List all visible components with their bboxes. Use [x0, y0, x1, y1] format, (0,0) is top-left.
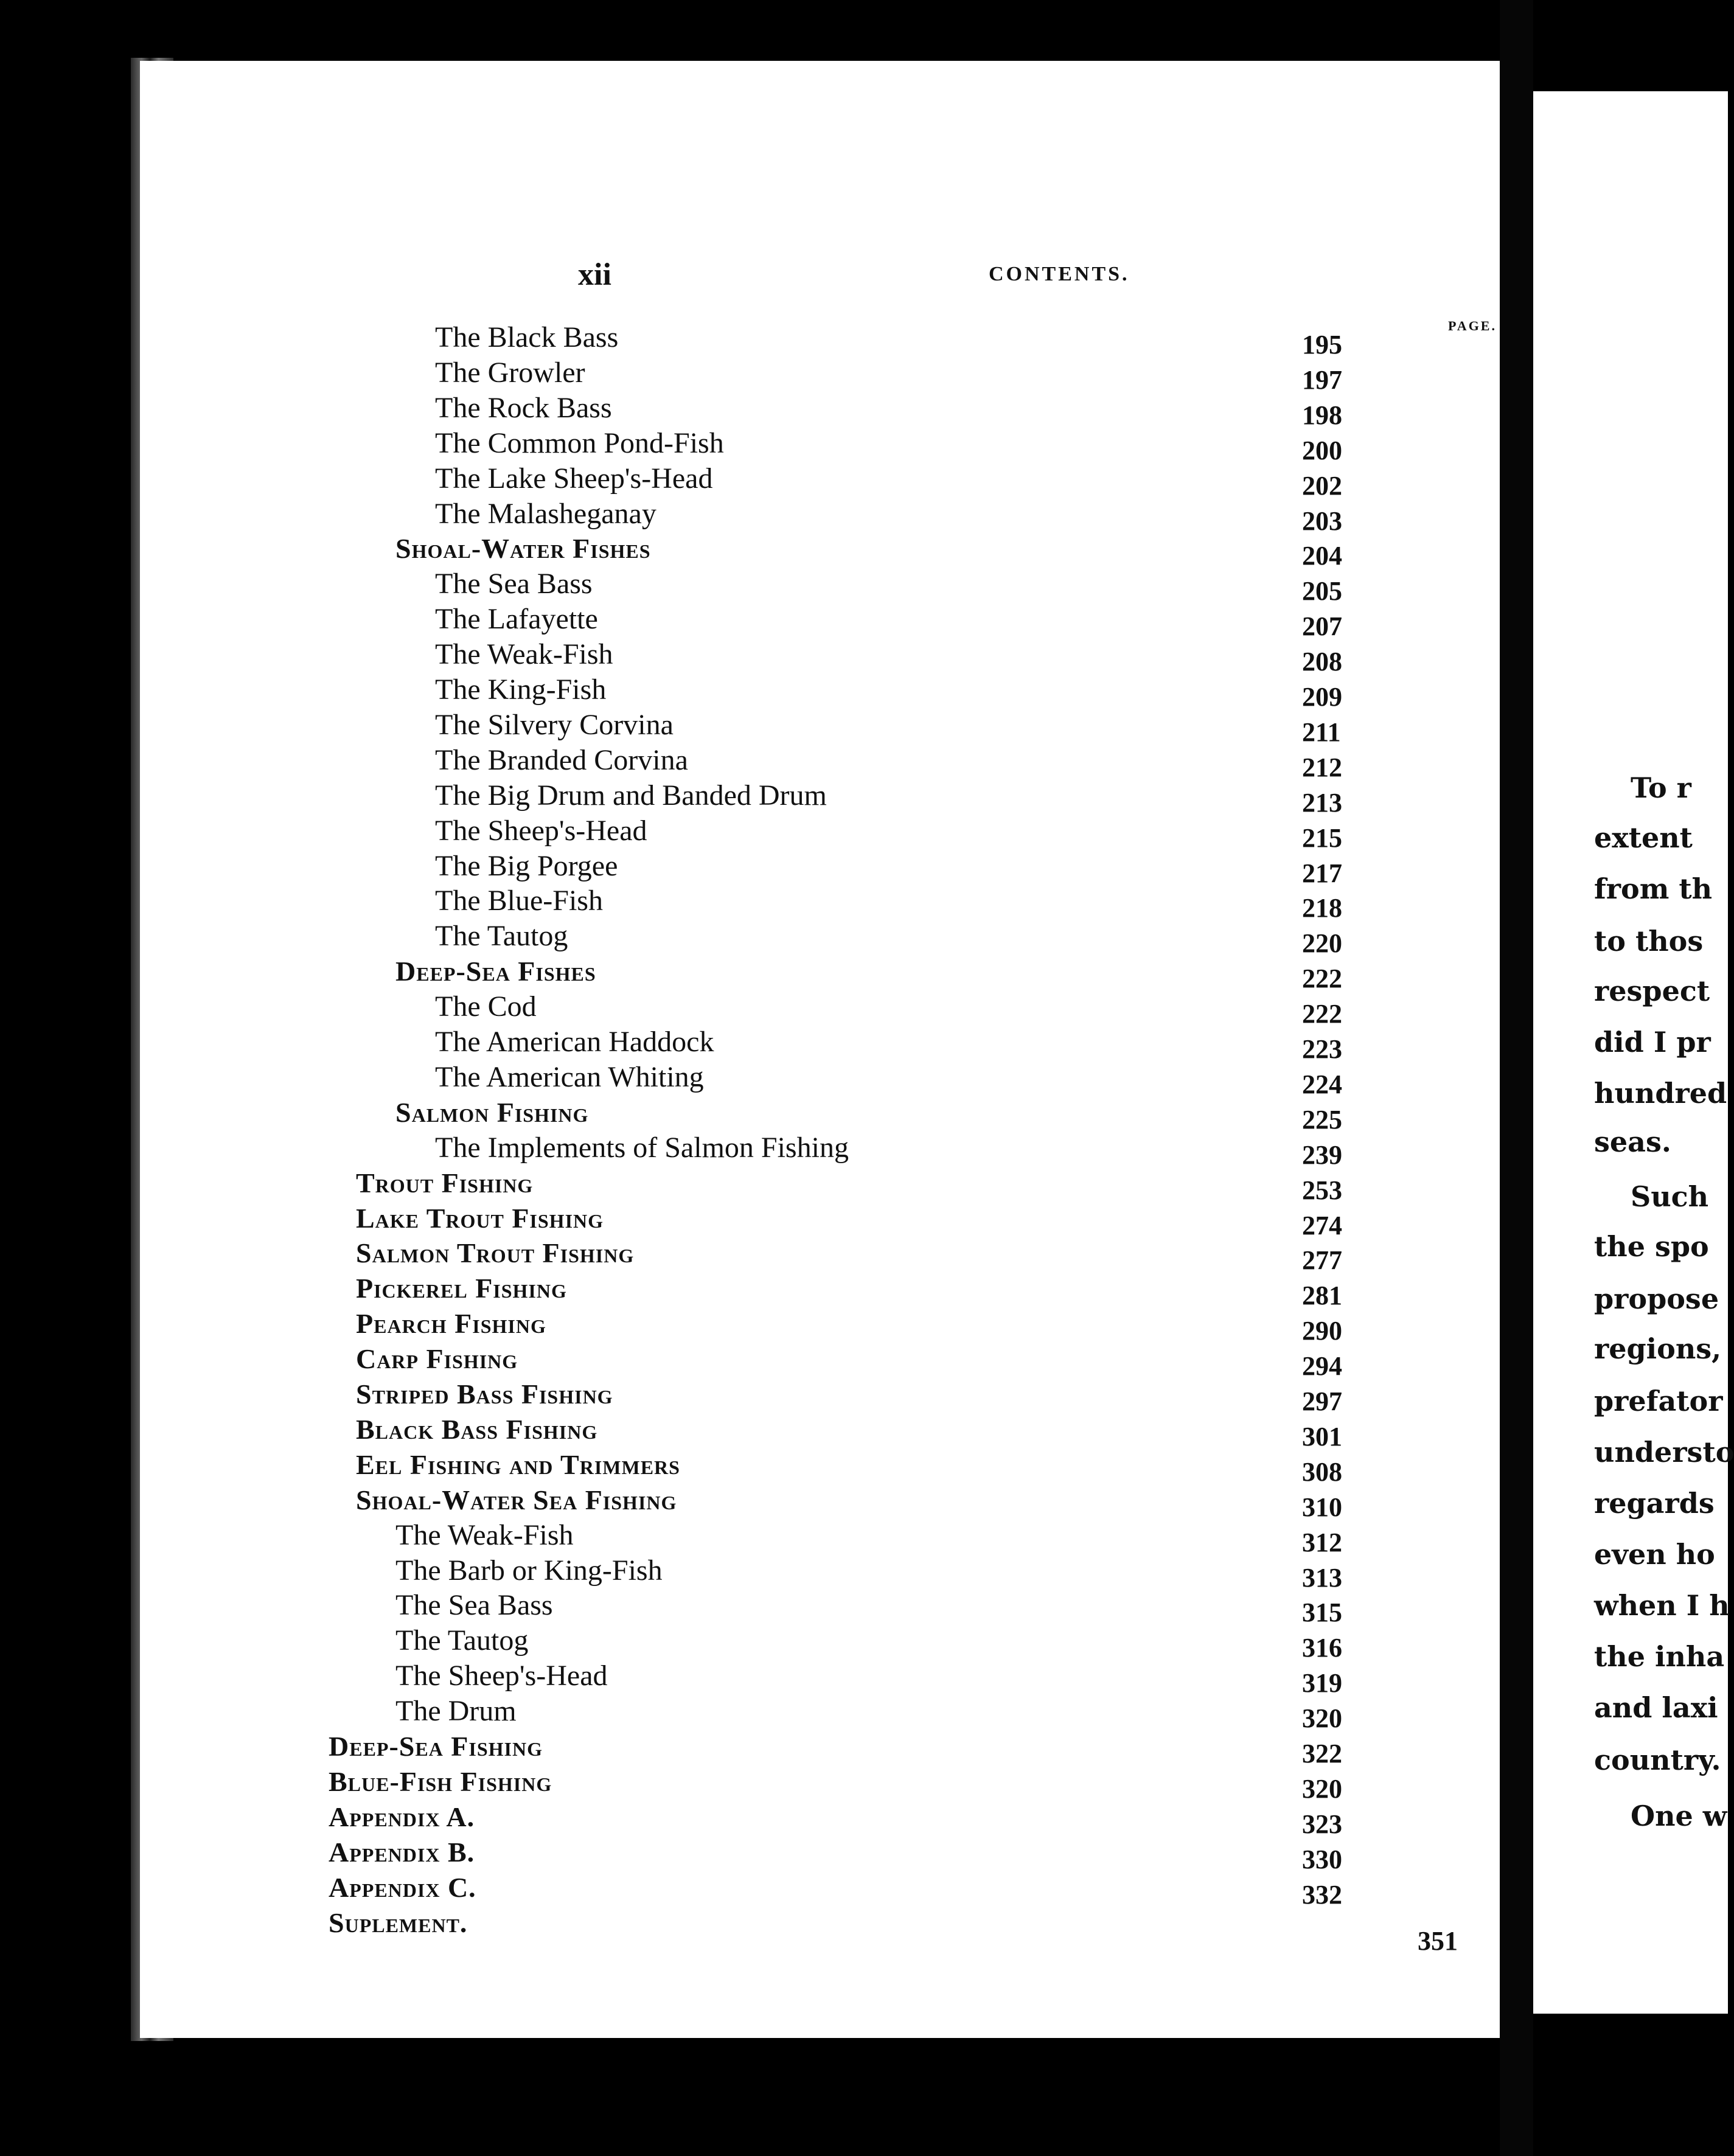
toc-entry-title: The Cod [435, 990, 537, 1023]
toc-entry-title: Salmon Fishing [395, 1096, 589, 1128]
toc-entry-page: 320 [1302, 1703, 1342, 1734]
toc-entry [140, 1130, 1500, 1170]
running-head [140, 257, 1500, 293]
toc-entry-page: 205 [1302, 576, 1342, 607]
facing-page-line: the spo [1594, 1230, 1709, 1263]
facing-page-line: prefator [1594, 1385, 1723, 1417]
toc-entry [140, 1271, 1500, 1311]
toc-entry [140, 1658, 1500, 1699]
toc-entry [140, 1518, 1500, 1557]
toc-entry-title: Trout Fishing [356, 1167, 534, 1198]
toc-entry [140, 1306, 1500, 1346]
dot-leader [719, 743, 1278, 778]
dot-leader [635, 883, 1278, 919]
toc-entry [140, 531, 1500, 571]
toc-entry-page: 330 [1302, 1844, 1342, 1874]
dot-leader [526, 1694, 1278, 1729]
trailing-page-number: 351 [1418, 1926, 1458, 1956]
dot-leader [638, 1658, 1278, 1694]
toc-entry [140, 672, 1500, 712]
toc-entry-page: 202 [1302, 470, 1342, 501]
toc-entry-page: 322 [1302, 1739, 1342, 1768]
facing-page-line: regards [1594, 1487, 1715, 1520]
dot-leader [511, 1905, 1278, 1941]
toc-entry [140, 1553, 1500, 1593]
dot-leader [733, 1060, 1278, 1095]
toc-entry [140, 1095, 1500, 1135]
toc-entry-page: 313 [1302, 1562, 1342, 1593]
facing-page-line: the inha [1594, 1640, 1725, 1673]
toc-entry [140, 637, 1500, 677]
dot-leader [528, 1800, 1278, 1835]
dot-leader [637, 1271, 1278, 1306]
dot-leader [635, 637, 1278, 672]
dot-leader [677, 813, 1278, 849]
toc-entry-title: The Big Porgee [435, 849, 618, 882]
facing-page-line: Such [1631, 1180, 1709, 1213]
toc-entry-page: 217 [1302, 858, 1342, 888]
toc-entry-title: Shoal-Water Sea Fishing [356, 1484, 677, 1515]
dot-leader [649, 849, 1278, 884]
dot-leader [752, 1483, 1278, 1518]
toc-entry-page: 312 [1302, 1527, 1342, 1557]
toc-entry [140, 1483, 1500, 1522]
toc-entry [140, 1588, 1500, 1628]
facing-page [1533, 91, 1734, 2014]
toc-entry [140, 391, 1500, 430]
toc-entry-title: Appendix A. [329, 1801, 475, 1832]
dot-leader [635, 602, 1278, 637]
facing-page-line: regions, [1594, 1332, 1722, 1365]
toc-entry-title: Shoal-Water Fishes [395, 533, 651, 565]
toc-entry [140, 602, 1500, 642]
dot-leader [528, 1835, 1278, 1870]
page-gutter [1500, 0, 1533, 2156]
facing-page-line: from th [1594, 872, 1713, 905]
toc-entry [140, 1166, 1500, 1205]
facing-page-line: did I pr [1594, 1026, 1711, 1059]
toc-entry-page: 213 [1302, 787, 1342, 818]
dot-leader [551, 989, 1278, 1024]
toc-entry-page: 218 [1302, 893, 1342, 923]
toc-entry [140, 883, 1500, 923]
toc-entry-page: 320 [1302, 1773, 1342, 1804]
toc-entry-page: 195 [1302, 330, 1342, 360]
toc-entry-title: Salmon Trout Fishing [356, 1237, 635, 1269]
toc-entry-page: 220 [1302, 928, 1342, 959]
dot-leader [649, 320, 1278, 355]
toc-entry-page: 332 [1302, 1879, 1342, 1910]
facing-page-line: and laxi [1594, 1691, 1718, 1724]
toc-entry-page: 277 [1302, 1245, 1342, 1276]
toc-entry [140, 954, 1500, 994]
toc-entry-title: The Sea Bass [395, 1589, 553, 1622]
dot-leader [703, 1236, 1278, 1271]
toc-entry [140, 1236, 1500, 1276]
toc-entry [140, 1447, 1500, 1487]
toc-entry-page: 297 [1302, 1386, 1342, 1416]
dot-leader [621, 566, 1278, 602]
facing-page-line: even ho [1594, 1538, 1715, 1571]
toc-entry-page: 310 [1302, 1492, 1342, 1522]
toc-entry-title: The Drum [395, 1695, 517, 1728]
toc-entry [140, 1024, 1500, 1064]
toc-entry-title: The Rock Bass [435, 391, 612, 424]
toc-entry-title: The Common Pond-Fish [435, 426, 724, 459]
toc-entry [140, 320, 1500, 360]
toc-entry-page: 323 [1302, 1809, 1342, 1839]
toc-entry-title: Appendix C. [329, 1871, 476, 1903]
dot-leader [588, 1166, 1278, 1201]
toc-entry-title: The Weak-Fish [435, 638, 613, 671]
dot-leader [607, 355, 1278, 391]
facing-page-line: understo [1594, 1436, 1734, 1469]
toc-entry [140, 1412, 1500, 1452]
toc-entry-page: 207 [1302, 611, 1342, 642]
dot-leader [610, 1729, 1278, 1764]
facing-page-line: to thos [1594, 925, 1704, 958]
dot-leader [660, 954, 1278, 989]
toc-entry-page: 200 [1302, 435, 1342, 465]
toc-entry-page: 253 [1302, 1175, 1342, 1205]
dot-leader [644, 1095, 1278, 1130]
dot-leader [845, 778, 1278, 813]
dot-leader [528, 1870, 1278, 1905]
toc-entry-page: 281 [1302, 1281, 1342, 1311]
toc-entry-title: Suplement. [329, 1907, 468, 1938]
toc-entry-title: Black Bass Fishing [356, 1413, 598, 1445]
toc-entry-title: Pickerel Fishing [356, 1273, 567, 1304]
dot-leader [768, 1447, 1278, 1483]
toc-entry [140, 919, 1500, 959]
toc-entry [140, 1905, 1500, 1941]
toc-entry-page: 208 [1302, 647, 1342, 677]
toc-entry-title: The Sheep's-Head [395, 1660, 608, 1692]
toc-entry-title: Deep-Sea Fishing [329, 1731, 543, 1762]
running-head-title: CONTENTS. [989, 263, 1130, 285]
toc-entry-title: The Branded Corvina [435, 743, 688, 776]
toc-entry-title: Striped Bass Fishing [356, 1379, 613, 1410]
toc-entry-page: 204 [1302, 541, 1342, 571]
toc-entry-page: 197 [1302, 364, 1342, 395]
dot-leader [635, 391, 1278, 426]
facing-page-line: hundred [1594, 1077, 1727, 1110]
toc-entry-page: 225 [1302, 1104, 1342, 1135]
dot-leader [604, 1306, 1278, 1341]
page-column-label: PAGE. [1448, 318, 1497, 333]
toc-entry [140, 1623, 1500, 1663]
toc-entry [140, 461, 1500, 501]
toc-entry-page: 223 [1302, 1034, 1342, 1064]
toc-entry [140, 426, 1500, 465]
facing-page-line: One w [1631, 1800, 1727, 1832]
dot-leader [703, 1377, 1278, 1412]
facing-page-line: when I h [1594, 1589, 1730, 1622]
toc-entry-title: The American Whiting [435, 1060, 704, 1093]
toc-entry-title: Carp Fishing [356, 1343, 518, 1375]
toc-entry-title: The Silvery Corvina [435, 708, 674, 741]
dot-leader [582, 1588, 1278, 1623]
toc-entry [140, 1800, 1500, 1839]
toc-entry [140, 849, 1500, 888]
dot-leader [733, 1024, 1278, 1060]
dot-leader [901, 1130, 1278, 1166]
toc-entry [140, 1201, 1500, 1240]
toc-entry-page: 203 [1302, 506, 1342, 536]
dot-leader [593, 919, 1278, 954]
toc-entry [140, 1729, 1500, 1768]
dot-leader [670, 1412, 1278, 1447]
toc-entry [140, 1870, 1500, 1910]
toc-entry-page: 209 [1302, 682, 1342, 712]
toc-entry [140, 355, 1500, 395]
toc-entry-page: 294 [1302, 1351, 1342, 1382]
toc-entry-title: The Tautog [395, 1624, 529, 1657]
toc-entry-page: 222 [1302, 964, 1342, 994]
toc-entry-page: 211 [1302, 717, 1341, 747]
toc-entry-page: 215 [1302, 822, 1342, 853]
toc-entry-page: 222 [1302, 999, 1342, 1029]
toc-entry-title: The King-Fish [435, 673, 607, 706]
facing-page-line: To r [1631, 771, 1691, 804]
toc-entry-page: 319 [1302, 1668, 1342, 1699]
toc-entry-title: The Lafayette [435, 603, 598, 636]
toc-entry-page: 308 [1302, 1456, 1342, 1487]
toc-entry [140, 566, 1500, 607]
dot-leader [626, 1764, 1278, 1800]
dot-leader [596, 1518, 1278, 1553]
dot-leader [677, 496, 1278, 532]
toc-entry [140, 989, 1500, 1029]
toc-entry-title: The Black Bass [435, 321, 619, 353]
toc-entry-page: 198 [1302, 400, 1342, 430]
toc-entry-title: Eel Fishing and Trimmers [356, 1448, 680, 1480]
facing-page-line: respect [1594, 975, 1710, 1007]
toc-entry-title: Pearch Fishing [356, 1308, 546, 1340]
toc-entry-title: Appendix B. [329, 1836, 475, 1868]
toc-entry-title: The American Haddock [435, 1026, 714, 1058]
toc-entry-title: The Tautog [435, 920, 568, 953]
toc-entry-page: 274 [1302, 1210, 1342, 1240]
toc-entry [140, 1764, 1500, 1804]
toc-entry-page: 301 [1302, 1421, 1342, 1452]
toc-entry-title: The Sheep's-Head [435, 814, 647, 847]
toc-entry [140, 496, 1500, 536]
dot-leader [670, 1201, 1278, 1236]
toc-entry [140, 743, 1500, 782]
page-folio: xii [578, 257, 611, 292]
dot-leader [747, 461, 1278, 496]
toc-entry-title: The Sea Bass [435, 568, 593, 600]
toc-entry-page: 290 [1302, 1316, 1342, 1346]
toc-entry-title: Lake Trout Fishing [356, 1202, 604, 1234]
toc-entry-title: Blue-Fish Fishing [329, 1765, 552, 1797]
toc-entry-page: 316 [1302, 1633, 1342, 1663]
toc-entry-title: The Weak-Fish [395, 1518, 574, 1551]
dot-leader [635, 672, 1278, 708]
toc-entry-page: 315 [1302, 1598, 1342, 1628]
toc-entry [140, 1060, 1500, 1099]
dot-leader [709, 531, 1278, 566]
dot-leader [708, 1553, 1278, 1588]
toc-entry-title: The Implements of Salmon Fishing [435, 1131, 849, 1164]
toc-entry-page: 212 [1302, 752, 1342, 782]
toc-entry [140, 1694, 1500, 1734]
toc-entry-page: 239 [1302, 1139, 1342, 1170]
facing-page-line: country. [1594, 1744, 1721, 1776]
toc-entry-title: The Big Drum and Banded Drum [435, 779, 827, 812]
toc-entry [140, 1377, 1500, 1416]
toc-entry [140, 1341, 1500, 1382]
toc-entry-title: The Blue-Fish [435, 885, 603, 917]
left-page [140, 61, 1500, 2038]
facing-page-line: seas. [1594, 1125, 1671, 1158]
dot-leader [719, 708, 1278, 743]
dot-leader [571, 1341, 1278, 1377]
toc-entry [140, 813, 1500, 853]
toc-entry-title: The Lake Sheep's-Head [435, 462, 713, 495]
toc-entry [140, 778, 1500, 818]
toc-entry-title: The Malasheganay [435, 497, 656, 530]
toc-entry [140, 1835, 1500, 1874]
toc-entry-title: Deep-Sea Fishes [395, 956, 596, 987]
toc-entry-title: The Growler [435, 356, 585, 389]
toc-entry [140, 708, 1500, 747]
facing-page-line: propose [1594, 1282, 1719, 1315]
dot-leader [733, 426, 1278, 461]
toc-entry-page: 224 [1302, 1069, 1342, 1099]
toc-entry-title: The Barb or King-Fish [395, 1554, 663, 1587]
facing-page-line: extent [1594, 821, 1693, 854]
dot-leader [554, 1623, 1278, 1658]
